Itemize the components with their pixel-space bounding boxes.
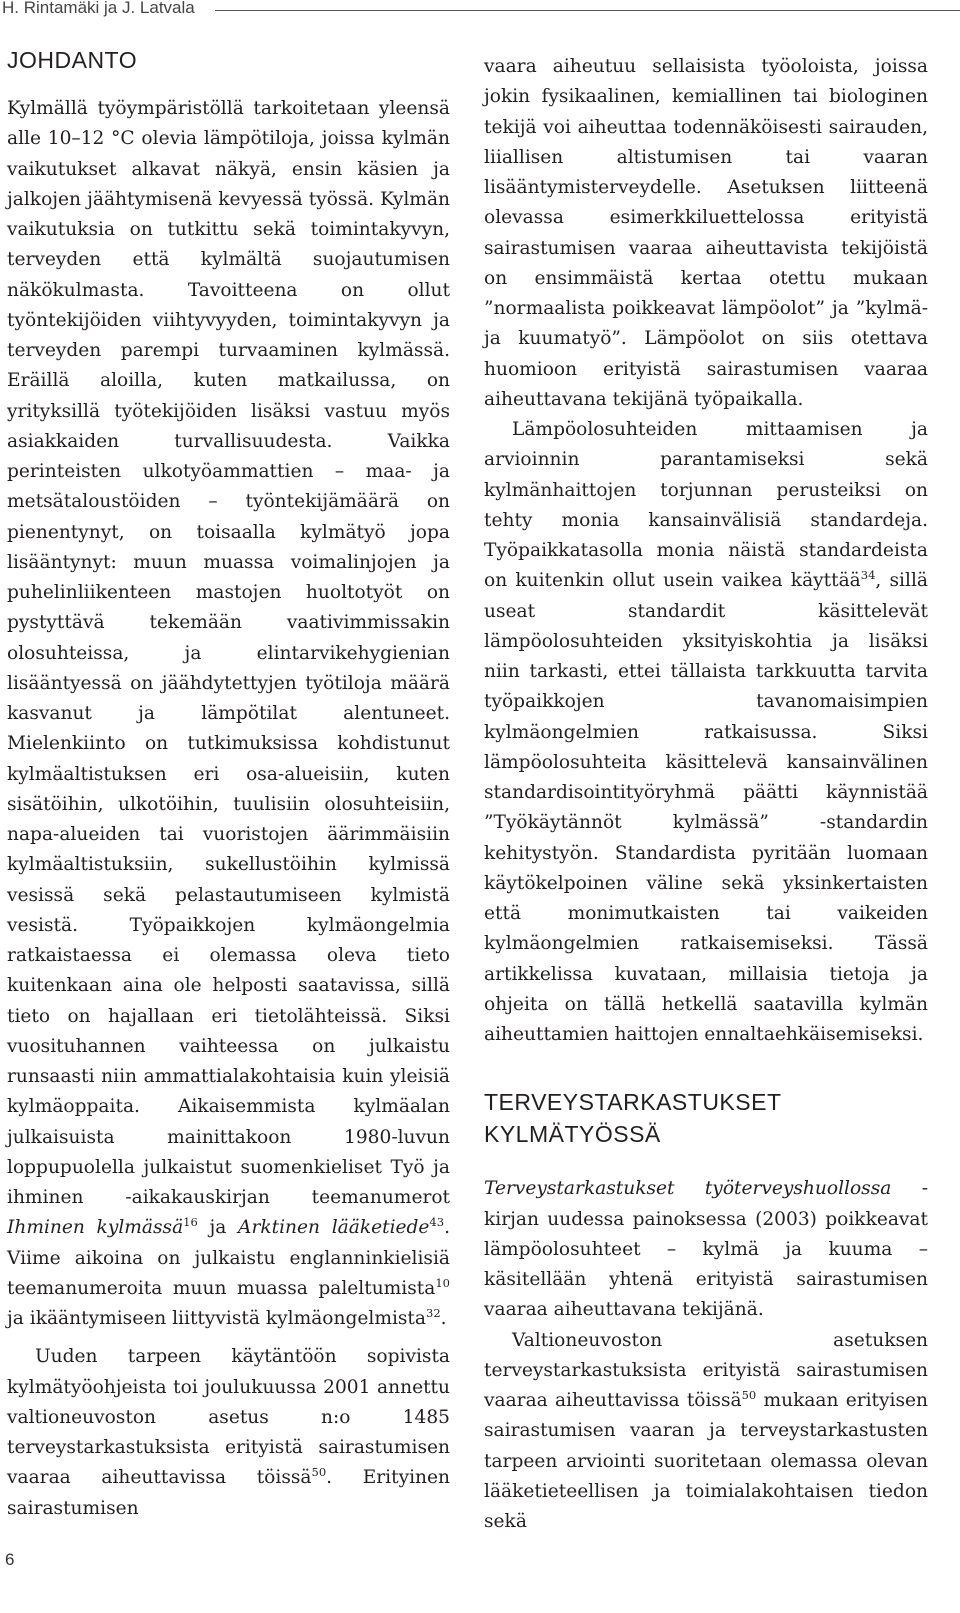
regulation-text-end: mukaan erityisen sairastumisen vaaran ja terveystarkastusten tarpeen arviointi suoritetaan olemassa olevan lääketieteellisen ja toimialakohtaisen tiedon sekä (484, 1390, 928, 1532)
intro-paragraph-2 (7, 1342, 450, 1524)
intro-paragraph-1 (7, 94, 450, 1334)
health-checks-paragraph (484, 1174, 928, 1325)
health-checks-text: -kirjan uudessa painoksessa (2003) poikkeavat lämpöolosuhteet – kylmä ja kuuma – käsitellään yhtenä erityistä sairastumisen vaaraa aiheuttavana tekijänä. (484, 1178, 928, 1321)
publication-title-2: Arktinen lääketiede (238, 1217, 430, 1239)
running-head: H. Rintamäki ja J. Latvala (2, 0, 203, 18)
intro-text-cont: . Viime aikoina on julkaistu englanninkielisiä teemanumeroita muun muassa paleltumista (7, 1217, 450, 1299)
standards-text-end: , sillä useat standardit käsittelevät lämpöolosuhteiden yksityiskohtia ja lisäksi niin tarkasti, ettei tällaista tarkkuutta tarvita työpaikkojen tavanomaisimpien kylmäongelmien ratkaisussa. Siksi lämpöolosuhteita käsittelevä kansainvälinen standardisointityöryhmä päätti käynnistää ”Työkäytännöt kylmässä” -standardin kehitystyön. Standardista pyritään luomaan käytökelpoinen väline sekä yksinkertaisten että monimutkaisten tai vaikeiden kylmäongelmien ratkaisemiseksi. Tässä artikkelissa kuvataan, millaisia tietoja ja ohjeita on tällä hetkellä saatavilla kylmän aiheuttamien haittojen ennaltaehkäisemiseksi. (484, 570, 928, 1045)
paragraph-2-end: . Erityinen sairastumisen (7, 1467, 451, 1519)
reference-50: 50 (311, 1465, 327, 1480)
intro-text: Kylmällä työympäristöllä tarkoitetaan yleensä alle 10–12 °C olevia lämpötiloja, joissa kylmän vaikutukset alkavat näkyä, ensin käsien ja jalkojen jäähtymisenä kevyessä työssä. Kylmän vaikutuksia on tutkittu sekä toimintakyvyn, terveyden että kylmältä suojautumisen näkökulmasta. Tavoitteena on ollut työntekijöiden viihtyvyyden, toimintakyvyn ja terveyden parempi turvaaminen kylmässä. Eräillä aloilla, kuten matkailussa, on yrityksillä työtekijöiden lisäksi vastuu myös asiakkaiden turvallisuudesta. Vaikka perinteisten ulkotyöammattien – maa- ja metsätaloustöiden – työntekijämäärä on pienentynyt, on toisaalla kylmätyö jopa lisääntynyt: muun muassa voimalinjojen ja puhelinliikenteen mastojen huoltotyöt on pystyttävä tekemään vaativimmissakin olosuhteissa, ja elintarvikehygienian lisääntyessä on jäähdytettyjen työtiloja määrä kasvanut ja lämpötilat alentuneet. Mielenkiinto on tutkimuksissa kohdistunut kylmäaltistuksen eri osa-alueisiin, kuten sisätöihin, ulkotöihin, tuulisiin olosuhteisiin, napa-alueiden tai vuoristojen äärimmäisiin kylmäaltistuksiin, sukellustöihin kylmissä vesissä sekä pelastautumiseen kylmistä vesistä. Työpaikkojen kylmäongelmia ratkaistaessa ei olemassa oleva tieto kuitenkaan aina ole helposti saatavissa, sillä tieto on hajallaan eri tietolähteissä. Siksi vuosituhannen vaihteessa on julkaistu runsaasti niin ammattialakohtaisia kuin yleisiä kylmäoppaita. Aikaisemmista kylmäalan julkaisuista mainittakoon 1980-luvun loppupuolella julkaistut suomenkieliset Työ ja ihminen -aikakauskirjan teemanumerot (7, 98, 450, 1208)
book-title: Terveystarkastukset työterveyshuollossa (484, 1178, 892, 1200)
left-column (7, 44, 450, 1524)
reference-32: 32 (426, 1306, 441, 1320)
reference-50-right: 50 (741, 1388, 757, 1402)
reference-16: 16 (183, 1215, 198, 1230)
paragraph-2-text: Uuden tarpeen käytäntöön sopivista kylmätyöohjeista toi joulukuussa 2001 annettu valtioneuvoston asetus n:o 1485 terveystarkastuksista erityistä sairastumisen vaaraa aiheuttavissa töissä (7, 1346, 450, 1489)
page-number: 6 (5, 1550, 15, 1569)
intro-text-cont-2: ja ikääntymiseen liittyvistä kylmäongelmista (7, 1308, 426, 1329)
publication-title-1: Ihminen kylmässä (7, 1217, 184, 1239)
heading-line-1: TERVEYSTARKASTUKSET (484, 1089, 782, 1116)
section-heading-johdanto: JOHDANTO (7, 47, 138, 73)
standards-paragraph (484, 415, 928, 1050)
conjunction-text: ja (197, 1217, 239, 1239)
reference-10: 10 (435, 1275, 450, 1290)
intro-text-end: . (440, 1308, 447, 1329)
standards-text: Lämpöolosuhteiden mittaamisen ja arvioinnin parantamiseksi sekä kylmänhaittojen torjunnan perusteiksi on tehty monia kansainvälisiä standardeja. Työpaikkatasolla monia näistä standardeista on kuitenkin ollut usein vaikea käyttää (484, 419, 928, 592)
heading-line-2: KYLMÄTYÖSSÄ (484, 1121, 661, 1148)
header-rule (215, 10, 960, 11)
right-column (484, 52, 928, 1537)
page-header (0, 0, 960, 30)
continued-paragraph: vaara aiheutuu sellaisista työoloista, joissa jokin fysikaalinen, kemiallinen tai biologinen tekijä voi aiheuttaa todennäköisesti sairauden, liiallisen altistumisen tai vaaran lisääntymisterveydelle. Asetuksen liitteenä olevassa esimerkkiluettelossa erityistä sairastumisen vaaraa aiheuttavista tekijöistä on ensimmäistä kertaa otettu mukaan ”normaalista poikkeavat lämpöolot” ja ”kylmä- ja kuumatyö”. Lämpöolot on siis otettava huomioon erityistä sairastumisen vaaraa aiheuttavana tekijänä työpaikalla. (484, 56, 928, 410)
reference-43: 43 (429, 1215, 445, 1230)
regulation-text: Valtioneuvoston asetuksen terveystarkastuksista erityistä sairastumisen vaaraa aiheuttavissa töissä (484, 1329, 928, 1411)
reference-34: 34 (860, 568, 876, 583)
regulation-paragraph (484, 1326, 928, 1538)
section-heading-terveystarkastukset (484, 1086, 928, 1150)
